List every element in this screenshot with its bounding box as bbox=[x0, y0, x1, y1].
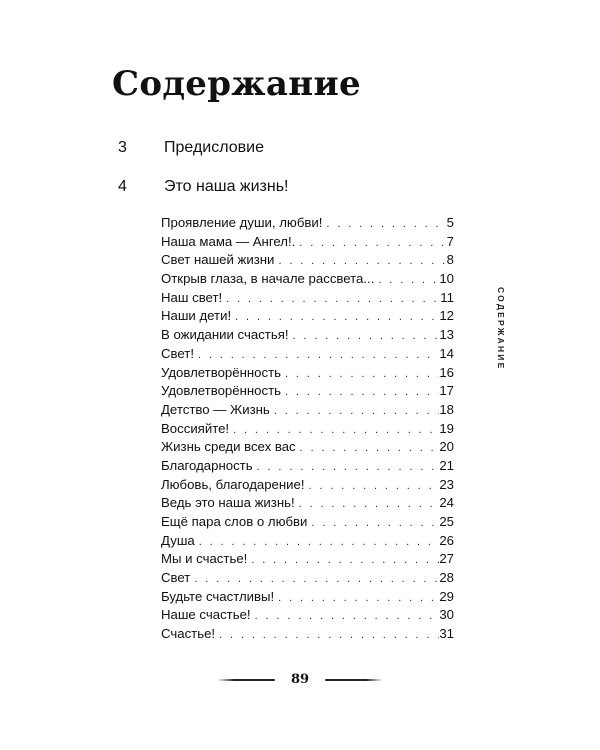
toc-entry-label: Будьте счастливы! bbox=[161, 588, 275, 604]
footer-rule-left bbox=[217, 679, 275, 681]
toc-entry bbox=[161, 307, 454, 326]
toc-entry-page: 29 bbox=[439, 588, 454, 604]
toc-entry bbox=[161, 438, 454, 457]
toc-top-entry-main-section bbox=[118, 178, 458, 196]
toc-dot-leader bbox=[229, 421, 439, 439]
toc-entry-page: 20 bbox=[439, 439, 454, 455]
toc-top-entry-preface bbox=[118, 139, 458, 157]
toc-dot-leader bbox=[231, 308, 439, 326]
toc-entry bbox=[161, 550, 454, 569]
table-of-contents bbox=[161, 214, 454, 644]
toc-top-entry-number: 4 bbox=[118, 178, 127, 195]
toc-entry-page: 25 bbox=[439, 514, 454, 529]
toc-entry-page: 28 bbox=[439, 570, 454, 586]
toc-entry bbox=[161, 625, 454, 644]
toc-top-entry-number: 3 bbox=[118, 139, 127, 156]
toc-dot-leader bbox=[190, 570, 439, 588]
toc-dot-leader bbox=[307, 514, 439, 532]
toc-dot-leader bbox=[289, 327, 440, 345]
toc-entry-label: Удовлетворённость bbox=[161, 364, 281, 380]
toc-entry bbox=[161, 382, 454, 401]
toc-entry-page: 19 bbox=[439, 420, 454, 436]
toc-entry-page: 13 bbox=[439, 327, 454, 343]
toc-entry-label: Свет нашей жизни bbox=[161, 252, 275, 268]
toc-entry bbox=[161, 588, 454, 607]
page-title: Содержание bbox=[112, 64, 361, 104]
toc-entry-label: Наша мама — Ангел!. bbox=[161, 233, 296, 249]
toc-entry-label: Благодарность bbox=[161, 457, 253, 473]
toc-top-entry-label: Это наша жизнь! bbox=[164, 178, 289, 195]
toc-dot-leader bbox=[270, 402, 440, 420]
toc-dot-leader bbox=[194, 346, 439, 364]
toc-dot-leader bbox=[215, 626, 439, 644]
toc-entry bbox=[161, 326, 454, 345]
toc-dot-leader bbox=[281, 383, 439, 401]
toc-dot-leader bbox=[222, 290, 440, 308]
toc-dot-leader bbox=[253, 458, 440, 476]
toc-dot-leader bbox=[274, 252, 446, 270]
page-number: 89 bbox=[290, 672, 310, 687]
toc-entry-page: 24 bbox=[439, 495, 454, 511]
toc-dot-leader bbox=[295, 234, 446, 252]
toc-entry-label: Воссияйте! bbox=[161, 420, 230, 436]
toc-entry-page: 18 bbox=[439, 401, 454, 417]
toc-entry-label: Ещё пара слов о любви bbox=[161, 514, 308, 529]
toc-entry-label: Наш свет! bbox=[161, 289, 223, 305]
toc-entry-label: Свет! bbox=[161, 345, 194, 361]
toc-entry bbox=[161, 251, 454, 270]
toc-entry-label: Удовлетворённость bbox=[161, 383, 281, 399]
toc-dot-leader bbox=[281, 365, 439, 383]
toc-dot-leader bbox=[251, 607, 440, 625]
toc-entry bbox=[161, 494, 454, 513]
toc-entry-page: 10 bbox=[439, 271, 454, 287]
toc-entry-page: 30 bbox=[439, 607, 454, 623]
toc-entry bbox=[161, 476, 454, 495]
running-header-side: СОДЕРЖАНИЕ bbox=[496, 287, 506, 371]
toc-dot-leader bbox=[305, 477, 440, 495]
toc-entry-label: Жизнь среди всех вас bbox=[161, 439, 296, 455]
toc-entry bbox=[161, 420, 454, 439]
toc-entry-label: Душа bbox=[161, 532, 195, 548]
toc-entry-label: Проявление души, любви! bbox=[161, 215, 323, 230]
toc-entry bbox=[161, 569, 454, 588]
toc-entry-page: 11 bbox=[440, 289, 454, 305]
toc-entry bbox=[161, 233, 454, 252]
toc-entry-page: 26 bbox=[439, 532, 454, 548]
toc-entry-label: Детство — Жизнь bbox=[161, 401, 270, 417]
toc-entry bbox=[161, 532, 454, 551]
toc-top-entry-label: Предисловие bbox=[164, 139, 264, 156]
toc-entry-page: 23 bbox=[439, 476, 454, 492]
toc-entry-label: Свет bbox=[161, 570, 191, 586]
toc-dot-leader bbox=[195, 533, 440, 551]
toc-dot-leader bbox=[296, 439, 440, 457]
toc-entry-label: Наше счастье! bbox=[161, 607, 251, 623]
toc-entry-page: 16 bbox=[439, 364, 454, 380]
toc-entry bbox=[161, 289, 454, 308]
toc-entry-page: 31 bbox=[439, 626, 454, 642]
footer-rule-right bbox=[325, 679, 383, 681]
toc-entry-label: Открыв глаза, в начале рассвета... bbox=[161, 271, 375, 287]
toc-dot-leader bbox=[247, 551, 439, 569]
toc-entry-label: В ожидании счастья! bbox=[161, 327, 289, 343]
toc-entry-page: 17 bbox=[439, 383, 454, 399]
toc-entry bbox=[161, 513, 454, 532]
toc-entry-label: Ведь это наша жизнь! bbox=[161, 495, 295, 511]
toc-entry bbox=[161, 364, 454, 383]
toc-entry-page: 12 bbox=[439, 308, 454, 324]
toc-entry-page: 14 bbox=[439, 345, 454, 361]
toc-entry-page: 21 bbox=[439, 457, 454, 473]
toc-entry bbox=[161, 270, 454, 289]
page-footer bbox=[0, 672, 600, 687]
toc-entry-page: 5 bbox=[446, 215, 454, 230]
toc-entry-label: Любовь, благодарение! bbox=[161, 476, 305, 492]
toc-entry bbox=[161, 345, 454, 364]
toc-entry-page: 7 bbox=[446, 233, 454, 249]
toc-entry-label: Наши дети! bbox=[161, 308, 232, 324]
toc-dot-leader bbox=[274, 589, 439, 607]
toc-dot-leader bbox=[374, 271, 439, 289]
toc-dot-leader bbox=[322, 215, 446, 233]
toc-entry bbox=[161, 457, 454, 476]
toc-entry bbox=[161, 401, 454, 420]
toc-dot-leader bbox=[295, 495, 440, 513]
toc-entry bbox=[161, 606, 454, 625]
toc-entry bbox=[161, 214, 454, 233]
toc-entry-page: 8 bbox=[446, 252, 454, 268]
toc-entry-label: Мы и счастье! bbox=[161, 551, 248, 567]
toc-entry-page: 27 bbox=[439, 551, 454, 567]
toc-entry-label: Счастье! bbox=[161, 626, 216, 642]
